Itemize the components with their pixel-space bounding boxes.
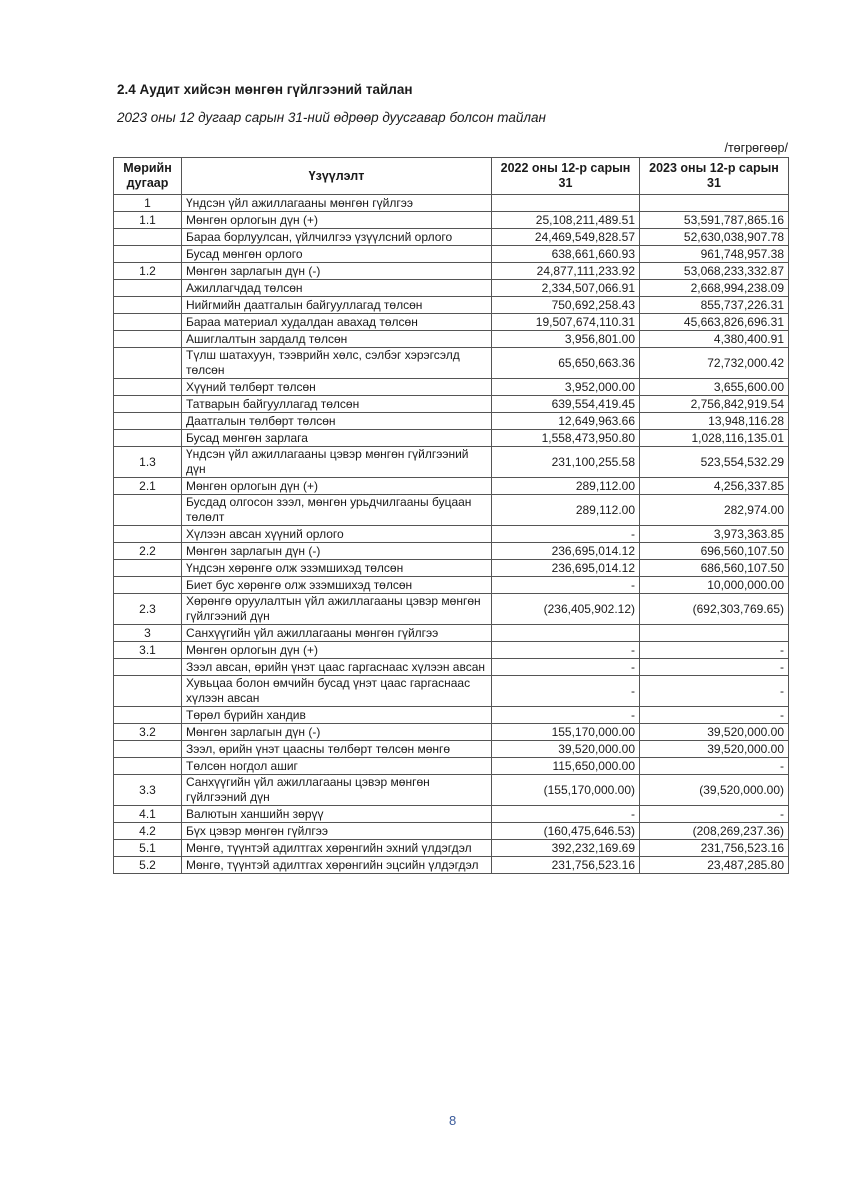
row-value-2022: - [492, 642, 640, 659]
row-code: 2.1 [114, 478, 182, 495]
section-title: 2.4 Аудит хийсэн мөнгөн гүйлгээний тайлан [117, 82, 413, 97]
table-row [114, 543, 789, 560]
table-header-row [114, 158, 789, 195]
row-value-2022: - [492, 526, 640, 543]
row-code: 3.1 [114, 642, 182, 659]
row-value-2022: - [492, 707, 640, 724]
row-code: 4.1 [114, 806, 182, 823]
row-value-2022 [492, 195, 640, 212]
row-item: Санхүүгийн үйл ажиллагааны цэвэр мөнгөн гүйлгээний дүн [182, 775, 492, 806]
header-item: Үзүүлэлт [182, 158, 492, 195]
row-item: Бусад мөнгөн зарлага [182, 430, 492, 447]
row-item: Нийгмийн даатгалын байгууллагад төлсөн [182, 297, 492, 314]
table-row [114, 478, 789, 495]
row-value-2022: - [492, 676, 640, 707]
row-value-2023: 282,974.00 [640, 495, 789, 526]
row-value-2023: - [640, 676, 789, 707]
row-code [114, 560, 182, 577]
row-item: Мөнгөн орлогын дүн (+) [182, 642, 492, 659]
row-item: Мөнгөн орлогын дүн (+) [182, 212, 492, 229]
row-value-2022: (236,405,902.12) [492, 594, 640, 625]
row-value-2022: (160,475,646.53) [492, 823, 640, 840]
table-row [114, 676, 789, 707]
row-code [114, 280, 182, 297]
table-row [114, 741, 789, 758]
row-value-2022: 289,112.00 [492, 478, 640, 495]
row-item: Ажиллагчдад төлсөн [182, 280, 492, 297]
table-row [114, 495, 789, 526]
row-item: Хүлээн авсан хүүний орлого [182, 526, 492, 543]
row-value-2022: 24,877,111,233.92 [492, 263, 640, 280]
table-row [114, 775, 789, 806]
row-code: 4.2 [114, 823, 182, 840]
row-code: 5.1 [114, 840, 182, 857]
row-code [114, 741, 182, 758]
row-value-2022: 3,952,000.00 [492, 379, 640, 396]
row-code [114, 495, 182, 526]
row-value-2023: (39,520,000.00) [640, 775, 789, 806]
table-row [114, 195, 789, 212]
row-value-2023: - [640, 642, 789, 659]
row-code [114, 379, 182, 396]
row-value-2023: - [640, 758, 789, 775]
row-code [114, 348, 182, 379]
row-item: Мөнгө, түүнтэй адилтгах хөрөнгийн эхний үлдэгдэл [182, 840, 492, 857]
table-row [114, 724, 789, 741]
row-value-2022: 115,650,000.00 [492, 758, 640, 775]
row-value-2023: 53,068,233,332.87 [640, 263, 789, 280]
table-row [114, 526, 789, 543]
currency-unit-label: /төгрөгөөр/ [724, 141, 788, 155]
table-row [114, 413, 789, 430]
row-value-2022: 24,469,549,828.57 [492, 229, 640, 246]
report-subtitle: 2023 оны 12 дугаар сарын 31-ний өдрөөр дуусгавар болсон тайлан [117, 110, 546, 125]
row-value-2023: 13,948,116.28 [640, 413, 789, 430]
row-code: 2.3 [114, 594, 182, 625]
row-item: Үндсэн үйл ажиллагааны мөнгөн гүйлгээ [182, 195, 492, 212]
row-code: 1.1 [114, 212, 182, 229]
row-item: Төрөл бүрийн хандив [182, 707, 492, 724]
row-code [114, 430, 182, 447]
row-value-2023: 696,560,107.50 [640, 543, 789, 560]
row-item: Мөнгөн зарлагын дүн (-) [182, 263, 492, 280]
row-value-2022 [492, 625, 640, 642]
row-code [114, 297, 182, 314]
row-value-2023: 10,000,000.00 [640, 577, 789, 594]
row-code [114, 229, 182, 246]
table-row [114, 577, 789, 594]
row-code: 2.2 [114, 543, 182, 560]
table-row [114, 594, 789, 625]
row-item: Ашиглалтын зардалд төлсөн [182, 331, 492, 348]
table-row [114, 430, 789, 447]
row-value-2022: 392,232,169.69 [492, 840, 640, 857]
row-code [114, 413, 182, 430]
row-code: 3.3 [114, 775, 182, 806]
row-value-2023: 23,487,285.80 [640, 857, 789, 874]
row-value-2023: 3,655,600.00 [640, 379, 789, 396]
row-item: Бусад мөнгөн орлого [182, 246, 492, 263]
row-value-2023: 686,560,107.50 [640, 560, 789, 577]
row-value-2022: 2,334,507,066.91 [492, 280, 640, 297]
row-code: 3 [114, 625, 182, 642]
row-code: 1.2 [114, 263, 182, 280]
row-value-2023: 3,973,363.85 [640, 526, 789, 543]
row-item: Үндсэн үйл ажиллагааны цэвэр мөнгөн гүйлгээний дүн [182, 447, 492, 478]
row-value-2022: 750,692,258.43 [492, 297, 640, 314]
row-code [114, 758, 182, 775]
row-value-2023: 961,748,957.38 [640, 246, 789, 263]
table-row [114, 857, 789, 874]
table-row [114, 659, 789, 676]
row-code [114, 314, 182, 331]
row-value-2023: - [640, 707, 789, 724]
table-row [114, 625, 789, 642]
row-item: Бүх цэвэр мөнгөн гүйлгээ [182, 823, 492, 840]
table-row [114, 840, 789, 857]
row-value-2023: 2,756,842,919.54 [640, 396, 789, 413]
row-item: Мөнгө, түүнтэй адилтгах хөрөнгийн эцсийн үлдэгдэл [182, 857, 492, 874]
row-item: Биет бус хөрөнгө олж эзэмшихэд төлсөн [182, 577, 492, 594]
table-row [114, 280, 789, 297]
row-value-2023: 72,732,000.42 [640, 348, 789, 379]
row-value-2022: 231,100,255.58 [492, 447, 640, 478]
table-row [114, 229, 789, 246]
row-item: Татварын байгууллагад төлсөн [182, 396, 492, 413]
row-item: Мөнгөн зарлагын дүн (-) [182, 543, 492, 560]
row-value-2023 [640, 625, 789, 642]
header-code: Мөрийн дугаар [114, 158, 182, 195]
cash-flow-table [113, 157, 789, 874]
row-value-2022: - [492, 806, 640, 823]
row-code: 1 [114, 195, 182, 212]
table-row [114, 246, 789, 263]
row-item: Бусдад олгосон зээл, мөнгөн урьдчилгааны буцаан төлөлт [182, 495, 492, 526]
row-code: 5.2 [114, 857, 182, 874]
row-item: Даатгалын төлбөрт төлсөн [182, 413, 492, 430]
table-row [114, 447, 789, 478]
table-row [114, 263, 789, 280]
row-item: Санхүүгийн үйл ажиллагааны мөнгөн гүйлгээ [182, 625, 492, 642]
row-item: Мөнгөн орлогын дүн (+) [182, 478, 492, 495]
table-row [114, 331, 789, 348]
row-item: Бараа материал худалдан авахад төлсөн [182, 314, 492, 331]
row-value-2023: (692,303,769.65) [640, 594, 789, 625]
row-code [114, 246, 182, 263]
row-value-2023: (208,269,237.36) [640, 823, 789, 840]
table-row [114, 314, 789, 331]
row-code [114, 707, 182, 724]
table-row [114, 396, 789, 413]
table-row [114, 560, 789, 577]
table-row [114, 297, 789, 314]
row-code [114, 396, 182, 413]
row-value-2022: (155,170,000.00) [492, 775, 640, 806]
table-row [114, 348, 789, 379]
row-value-2022: 65,650,663.36 [492, 348, 640, 379]
row-item: Зээл авсан, өрийн үнэт цаас гаргаснаас хүлээн авсан [182, 659, 492, 676]
row-value-2022: 39,520,000.00 [492, 741, 640, 758]
row-value-2023: 45,663,826,696.31 [640, 314, 789, 331]
row-value-2022: 19,507,674,110.31 [492, 314, 640, 331]
row-value-2022: 236,695,014.12 [492, 543, 640, 560]
row-code [114, 331, 182, 348]
table-row [114, 642, 789, 659]
row-value-2022: 639,554,419.45 [492, 396, 640, 413]
row-code: 1.3 [114, 447, 182, 478]
page-number: 8 [449, 1113, 457, 1128]
row-value-2023 [640, 195, 789, 212]
row-code [114, 676, 182, 707]
row-value-2023: 53,591,787,865.16 [640, 212, 789, 229]
row-item: Үндсэн хөрөнгө олж эзэмшихэд төлсөн [182, 560, 492, 577]
row-value-2022: - [492, 577, 640, 594]
header-2022: 2022 оны 12-р сарын 31 [492, 158, 640, 195]
table-row [114, 758, 789, 775]
row-value-2022: 289,112.00 [492, 495, 640, 526]
row-value-2023: 855,737,226.31 [640, 297, 789, 314]
table-row [114, 823, 789, 840]
row-value-2023: 523,554,532.29 [640, 447, 789, 478]
table-row [114, 806, 789, 823]
row-value-2022: 231,756,523.16 [492, 857, 640, 874]
row-item: Төлсөн ногдол ашиг [182, 758, 492, 775]
row-value-2023: 1,028,116,135.01 [640, 430, 789, 447]
row-value-2023: 231,756,523.16 [640, 840, 789, 857]
row-value-2023: - [640, 806, 789, 823]
row-value-2023: 52,630,038,907.78 [640, 229, 789, 246]
row-code [114, 577, 182, 594]
table-row [114, 707, 789, 724]
row-value-2023: 4,380,400.91 [640, 331, 789, 348]
row-item: Хувьцаа болон өмчийн бусад үнэт цаас гаргаснаас хүлээн авсан [182, 676, 492, 707]
row-value-2022: 155,170,000.00 [492, 724, 640, 741]
table-row [114, 379, 789, 396]
row-code [114, 659, 182, 676]
row-value-2022: 12,649,963.66 [492, 413, 640, 430]
row-item: Түлш шатахуун, тээврийн хөлс, сэлбэг хэрэгсэлд төлсөн [182, 348, 492, 379]
row-value-2023: 39,520,000.00 [640, 741, 789, 758]
row-item: Бараа борлуулсан, үйлчилгээ үзүүлсний орлого [182, 229, 492, 246]
row-value-2023: 39,520,000.00 [640, 724, 789, 741]
header-2023: 2023 оны 12-р сарын 31 [640, 158, 789, 195]
row-value-2022: 3,956,801.00 [492, 331, 640, 348]
row-value-2022: 1,558,473,950.80 [492, 430, 640, 447]
row-value-2022: 25,108,211,489.51 [492, 212, 640, 229]
row-item: Хүүний төлбөрт төлсөн [182, 379, 492, 396]
table-row [114, 212, 789, 229]
row-item: Валютын ханшийн зөрүү [182, 806, 492, 823]
row-value-2023: 2,668,994,238.09 [640, 280, 789, 297]
row-value-2023: - [640, 659, 789, 676]
row-value-2022: 236,695,014.12 [492, 560, 640, 577]
row-value-2023: 4,256,337.85 [640, 478, 789, 495]
row-value-2022: 638,661,660.93 [492, 246, 640, 263]
table-body [114, 195, 789, 874]
row-code: 3.2 [114, 724, 182, 741]
row-item: Мөнгөн зарлагын дүн (-) [182, 724, 492, 741]
row-code [114, 526, 182, 543]
row-item: Зээл, өрийн үнэт цаасны төлбөрт төлсөн мөнгө [182, 741, 492, 758]
row-value-2022: - [492, 659, 640, 676]
row-item: Хөрөнгө оруулалтын үйл ажиллагааны цэвэр мөнгөн гүйлгээний дүн [182, 594, 492, 625]
